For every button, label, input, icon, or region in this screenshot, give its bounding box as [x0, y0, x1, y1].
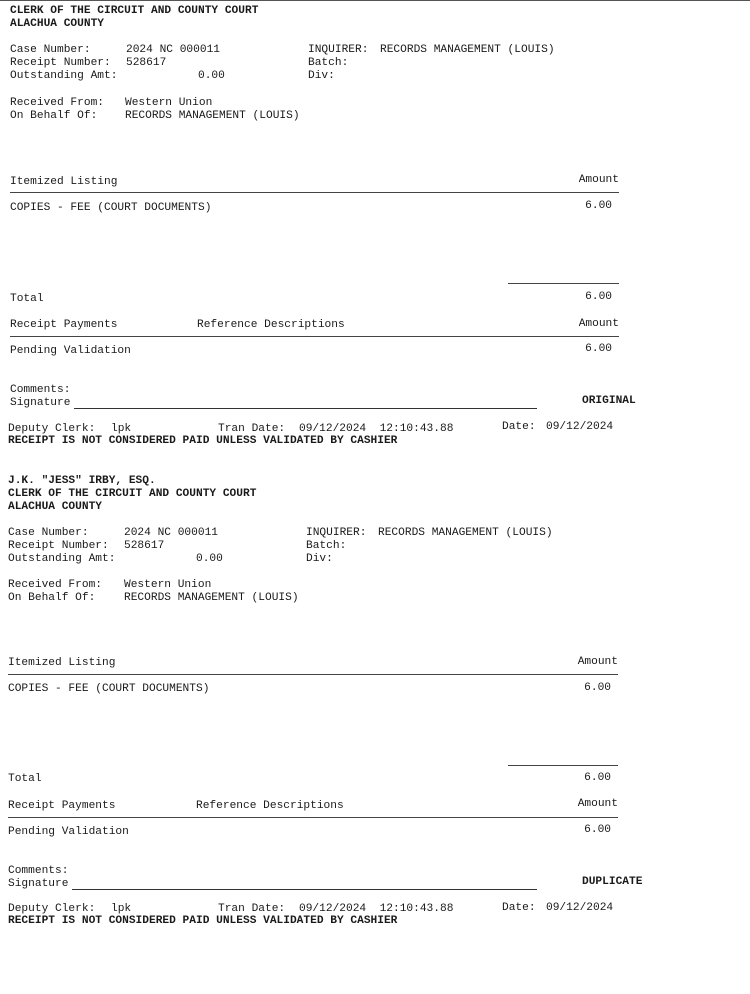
case-number-label: Case Number:: [10, 44, 91, 56]
top-border: [0, 0, 750, 1]
receipt-number: 528617: [126, 57, 167, 69]
case-number: 2024 NC 000011: [126, 44, 220, 56]
itemized-divider: [10, 192, 619, 193]
case-number: 2024 NC 000011: [124, 527, 218, 539]
received-from: Western Union: [125, 97, 213, 109]
reference-descriptions-label: Reference Descriptions: [197, 319, 345, 331]
received-from-label: Received From:: [8, 579, 102, 591]
item-description: COPIES - FEE (COURT DOCUMENTS): [10, 202, 212, 214]
receipt-payments-label: Receipt Payments: [10, 319, 118, 331]
signature-label: Signature: [10, 397, 71, 409]
payment-amount: 6.00: [585, 343, 612, 355]
copy-type-badge: DUPLICATE: [582, 876, 643, 888]
date-label: Date:: [502, 421, 536, 433]
case-number-label: Case Number:: [8, 527, 89, 539]
header-line: CLERK OF THE CIRCUIT AND COUNTY COURT: [8, 488, 257, 500]
validation-notice: RECEIPT IS NOT CONSIDERED PAID UNLESS VALIDATED BY CASHIER: [8, 435, 398, 447]
itemized-divider: [8, 674, 618, 675]
div-label: Div:: [308, 70, 335, 82]
total-label: Total: [10, 293, 44, 305]
tran-date: 09/12/2024 12:10:43.88: [299, 903, 454, 915]
receipt-payments-label: Receipt Payments: [8, 800, 116, 812]
item-amount: 6.00: [585, 200, 612, 212]
payments-amount-header: Amount: [577, 798, 618, 810]
date: 09/12/2024: [546, 902, 614, 914]
itemized-listing-label: Itemized Listing: [8, 657, 116, 669]
payment-description: Pending Validation: [8, 826, 129, 838]
payment-amount: 6.00: [584, 824, 611, 836]
payments-amount-header: Amount: [578, 318, 619, 330]
inquirer: RECORDS MANAGEMENT (LOUIS): [378, 527, 553, 539]
date: 09/12/2024: [546, 421, 614, 433]
itemized-listing-label: Itemized Listing: [10, 176, 118, 188]
comments-label: Comments:: [10, 384, 71, 396]
total-rule: [508, 283, 619, 284]
on-behalf: RECORDS MANAGEMENT (LOUIS): [124, 592, 299, 604]
total-amount: 6.00: [584, 772, 611, 784]
reference-descriptions-label: Reference Descriptions: [196, 800, 344, 812]
deputy-clerk-label: Deputy Clerk:: [8, 423, 96, 435]
inquirer-label: INQUIRER:: [306, 527, 367, 539]
amount-header: Amount: [577, 656, 618, 668]
tran-date-label: Tran Date:: [218, 423, 286, 435]
receipt-number: 528617: [124, 540, 165, 552]
deputy-clerk-label: Deputy Clerk:: [8, 903, 96, 915]
on-behalf-label: On Behalf Of:: [8, 592, 96, 604]
signature-line: [74, 408, 537, 409]
signature-line: [72, 889, 537, 890]
tran-date-label: Tran Date:: [218, 903, 286, 915]
total-rule: [508, 765, 618, 766]
receipt-number-label: Receipt Number:: [8, 540, 109, 552]
deputy-clerk: lpk: [111, 423, 132, 435]
header-line: ALACHUA COUNTY: [8, 501, 102, 513]
item-description: COPIES - FEE (COURT DOCUMENTS): [8, 683, 210, 695]
payment-description: Pending Validation: [10, 345, 131, 357]
payments-divider: [8, 817, 618, 818]
amount-header: Amount: [578, 174, 619, 186]
outstanding-amt: 0.00: [198, 70, 225, 82]
outstanding-amt: 0.00: [196, 553, 223, 565]
inquirer-label: INQUIRER:: [308, 44, 369, 56]
div-label: Div:: [306, 553, 333, 565]
signature-label: Signature: [8, 878, 69, 890]
received-from-label: Received From:: [10, 97, 104, 109]
on-behalf: RECORDS MANAGEMENT (LOUIS): [125, 110, 300, 122]
tran-date: 09/12/2024 12:10:43.88: [299, 423, 454, 435]
outstanding-label: Outstanding Amt:: [8, 553, 116, 565]
header-line: CLERK OF THE CIRCUIT AND COUNTY COURT: [10, 5, 259, 17]
batch-label: Batch:: [308, 57, 349, 69]
batch-label: Batch:: [306, 540, 347, 552]
copy-type-badge: ORIGINAL: [582, 395, 636, 407]
payments-divider: [10, 336, 619, 337]
header-line: J.K. "JESS" IRBY, ESQ.: [8, 475, 156, 487]
date-label: Date:: [502, 902, 536, 914]
total-label: Total: [8, 773, 42, 785]
validation-notice: RECEIPT IS NOT CONSIDERED PAID UNLESS VALIDATED BY CASHIER: [8, 915, 398, 927]
on-behalf-label: On Behalf Of:: [10, 110, 98, 122]
item-amount: 6.00: [584, 682, 611, 694]
inquirer: RECORDS MANAGEMENT (LOUIS): [380, 44, 555, 56]
header-line: ALACHUA COUNTY: [10, 18, 104, 30]
received-from: Western Union: [124, 579, 212, 591]
outstanding-label: Outstanding Amt:: [10, 70, 118, 82]
deputy-clerk: lpk: [111, 903, 132, 915]
total-amount: 6.00: [585, 291, 612, 303]
comments-label: Comments:: [8, 865, 69, 877]
receipt-number-label: Receipt Number:: [10, 57, 111, 69]
